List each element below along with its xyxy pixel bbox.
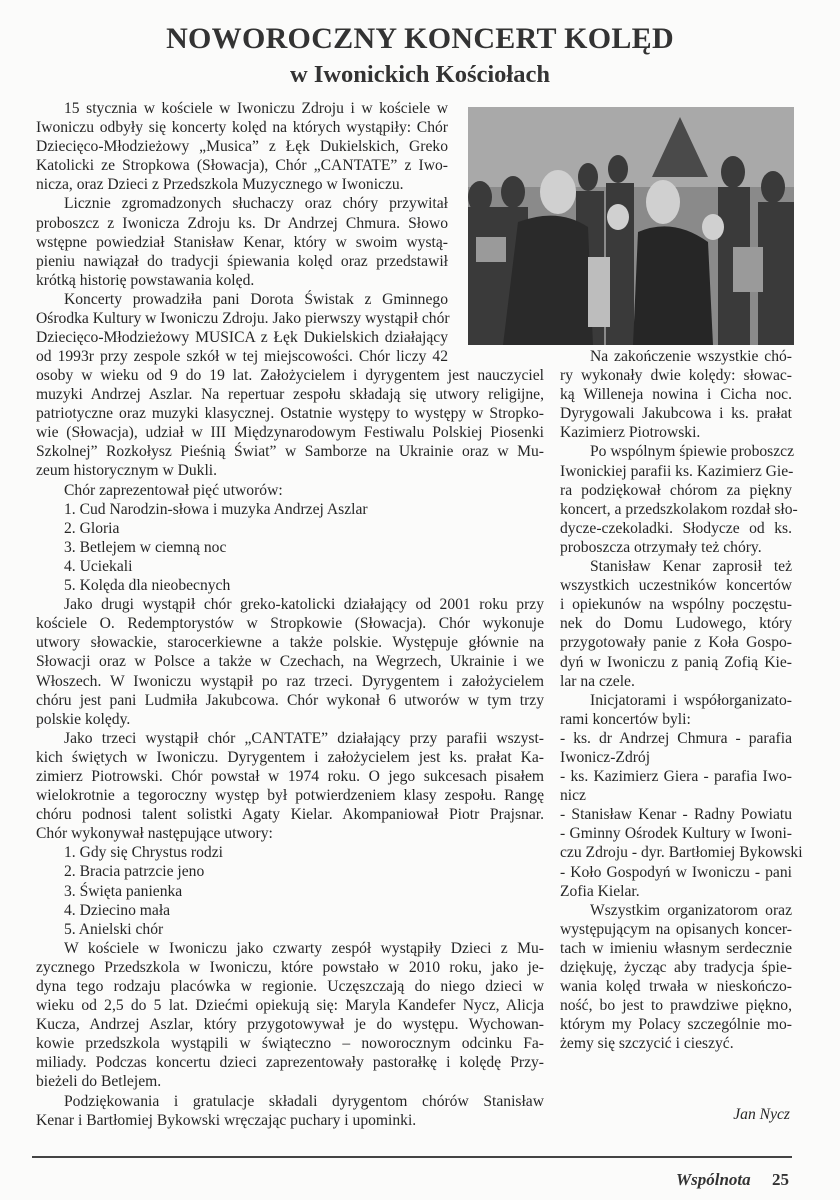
text-line: kościele O. Redemptorystów w Stropkowie (Słowacja). Chór wykonuje [36, 615, 544, 633]
text-line: osoby w wieku od 9 do 19 lat. Założycielem i dyrygentem jest nauczyciel [36, 367, 544, 384]
list-item: 2. Bracia patrzcie jeno [64, 863, 205, 881]
text-line: ra podziękował chórom za piękny [560, 481, 792, 499]
text-line: i opiekunów na wspólny poczęstu- [560, 596, 792, 614]
text-line: Dziecięco-Młodzieżowy „Musica” z Łęk Dukielskich, Greko [36, 138, 448, 156]
text-line: Podziękowania i gratulacje składali dyrygentom chórów Stanisław [64, 1092, 544, 1110]
text-line: zycznego Przedszkola w Iwoniczu, które powstało w 2010 roku, jako je- [36, 958, 544, 976]
publication-name: Wspólnota [676, 1170, 751, 1189]
text-line: Stanisław Kenar zaprosił też [590, 558, 792, 576]
list-item: 1. Gdy się Chrystus rodzi [64, 844, 223, 862]
left-column-lower [36, 366, 544, 1130]
list-item: 4. Dziecino mała [64, 901, 171, 919]
text-line: ność, bo jest to prawdziwe piękno, [560, 997, 792, 1015]
text-line: Kazimierz Piotrowski. [560, 424, 701, 442]
right-column [560, 347, 803, 1053]
text-line: rami koncertów byli: [560, 710, 691, 728]
text-line: ry wykonały dwie kolędy: słowac- [560, 367, 792, 385]
list-item: 4. Uciekali [64, 557, 133, 575]
list-item: nicz [560, 787, 586, 805]
text-line: wszystkich uczestników koncertów [560, 577, 792, 595]
text-line: Dziecięco-Młodzieżowy MUSICA z Łęk Dukielskich działający [36, 329, 448, 347]
text-line: dyń w Iwoniczu z panią Zofią Kie- [560, 653, 792, 671]
text-line: Jako drugi wystąpił chór greko-katolicki działający od 2001 roku przy [64, 596, 544, 614]
text-line: dycze-czekoladki. Słodycze od ks. [560, 519, 792, 537]
list-item: 2. Gloria [64, 519, 120, 537]
text-line: tach w imieniu własnym serdecznie [560, 939, 792, 957]
text-line: utwory słowackie, starocerkiewne a także polskie. Występuje głównie na [36, 634, 544, 652]
text-line: nek do Domu Ludowego, który [560, 615, 792, 633]
text-line: Katolicki ze Stropkowa (Słowacja), Chór „CANTATE” z Iwo- [36, 157, 448, 175]
text-line: Jako trzeci wystąpił chór „CANTATE” działający przy parafii wszyst- [64, 729, 544, 747]
text-line: ką Willeneja nowina i Cicha noc. [560, 386, 792, 404]
text-line: muzyki Andrzej Aszlar. Na repertuar zespołu składają się utwory religijne, [36, 386, 544, 404]
list-item: - ks. dr Andrzej Chmura - parafia [560, 729, 792, 747]
text-line: nicza, oraz Dzieci z Przedszkola Muzycznego w Iwoniczu. [36, 176, 404, 194]
text-line: Włoszech. W Iwoniczu wystąpił po raz trzeci. Dyrygentem i założycielem [36, 672, 544, 690]
list-item: Zofia Kielar. [560, 882, 640, 900]
text-line: wieku od 2,5 do 5 lat. Dziećmi opiekują się: Maryla Kandefer Nycz, Alicja [36, 997, 544, 1015]
text-line: Wszystkim organizatorom oraz [590, 901, 792, 919]
article-photo [468, 107, 794, 345]
text-line: Szkolnej” Rozkołysz Pieśnią Świat” w Samborze na Ukrainie oraz w Mu- [36, 443, 544, 461]
list-item: - ks. Kazimierz Giera - parafia Iwo- [560, 768, 792, 786]
text-line: polskie kolędy. [36, 710, 131, 728]
photo-illustration [468, 107, 794, 345]
text-line: 15 stycznia w kościele w Iwoniczu Zdroju i w kościele w [64, 100, 448, 117]
text-line: pieniu nawiązał do tradycji śpiewania kolęd oraz przedstawił [36, 252, 448, 270]
text-line: patriotyczne oraz muzyki klasycznej. Ostatnie występy to występy w Stropko- [36, 405, 544, 423]
text-line: W kościele w Iwoniczu jako czwarty zespół wystąpiły Dzieci z Mu- [64, 939, 544, 957]
list-item: - Stanisław Kenar - Radny Powiatu [560, 806, 792, 824]
left-column-upper [36, 99, 448, 366]
text-line: występującym na opisanych koncer- [560, 920, 792, 938]
list-item: 5. Kolęda dla nieobecnych [64, 577, 231, 595]
text-line: Iwoniczu odbyły się koncerty kolęd na których wystąpiły: Chór [36, 119, 448, 137]
text-line: Chór wykonywał następujące utwory: [36, 825, 273, 843]
text-line: Iwonickiej parafii ks. Kazimierz Gie- [560, 462, 794, 480]
text-line: kowie przedszkola wystąpili w świąteczno – noworocznym odcinku Fa- [36, 1035, 544, 1053]
text-line: którym my Polacy szczególnie mo- [560, 1016, 792, 1034]
list-item: Iwonicz-Zdrój [560, 748, 651, 766]
text-line: od 1993r przy zespole szkół w tej miejscowości. Chór liczy 42 [36, 348, 448, 366]
text-line: żemy się szczycić i cieszyć. [560, 1035, 734, 1053]
text-line: Kenar i Bartłomiej Bykowski wręczając puchary i upominki. [36, 1111, 417, 1129]
text-line: Licznie zgromadzonych słuchaczy oraz chóry przywitał [64, 195, 448, 213]
article-title: NOWOROCZNY KONCERT KOLĘD [166, 22, 674, 55]
article-subtitle: w Iwonickich Kościołach [290, 61, 550, 88]
text-line: Kucza, Andrzej Aszlar, który przygotowywał je do występu. Wychowan- [36, 1016, 544, 1034]
text-line: Po wspólnym śpiewie proboszcz [590, 443, 794, 461]
author-signature: Jan Nycz [733, 1106, 790, 1123]
text-line: Dyrygowali Jakubcowa i ks. prałat [560, 405, 792, 423]
text-line: miliady. Podczas koncertu dzieci zaprezentowały pastorałkę i kolędę Przy- [36, 1054, 544, 1072]
list-item: czu Zdroju - dyr. Bartłomiej Bykowski [560, 844, 803, 862]
text-line: chóru jest pani Ludmiła Jakubcowa. Chór wykonał 6 utworów w tym trzy [36, 691, 544, 709]
text-line: Słowacji oraz w Polsce a także w Czechach, na Wegrzech, Ukrainie i we [36, 653, 544, 671]
text-line: dyna tego rodzaju placówka w regionie. Uczęszczają do niego dzieci w [36, 978, 544, 995]
text-line: krótką historię powstawania kolęd. [36, 271, 255, 289]
list-item: 5. Anielski chór [64, 920, 164, 938]
list-item: - Gminny Ośrodek Kultury w Iwoni- [560, 825, 792, 843]
text-line: zeum historycznym w Dukli. [36, 462, 218, 480]
list-item: - Koło Gospodyń w Iwoniczu - pani [560, 863, 792, 881]
text-line: przygotowały panie z Koła Gospo- [560, 634, 792, 652]
text-line: koncert, a przedszkolakom rozdał sło- [560, 500, 798, 518]
text-line: wielokrotnie a tegoroczny występ był potwierdzeniem klasy zespołu. Rangę [36, 787, 544, 805]
text-line: lar na czele. [560, 672, 635, 690]
text-line: Chór zaprezentował pięć utworów: [64, 481, 283, 499]
footer-divider [32, 1156, 792, 1158]
text-line: Ośrodka Kultury w Iwoniczu Zdroju. Jako pierwszy wystąpił chór [36, 310, 450, 328]
text-line: kich świętych w Iwoniczu. Dyrygentem i założycielem jest ks. prałat Ka- [36, 748, 544, 766]
list-item: 1. Cud Narodzin-słowa i muzyka Andrzej Aszlar [64, 500, 368, 518]
text-line: wania kolęd trwała w nieskończo- [560, 978, 792, 996]
text-line: Inicjatorami i współorganizato- [590, 691, 792, 709]
text-line: Koncerty prowadziła pani Dorota Świstak z Gminnego [64, 290, 448, 308]
text-line: dziękuję, życząc aby tradycja śpie- [560, 959, 792, 976]
text-line: Na zakończenie wszystkie chó- [590, 348, 792, 365]
list-item: 3. Betlejem w ciemną noc [64, 538, 227, 556]
text-line: wie (Słowacja), udział w III Międzynarodowym Festiwalu Polskiej Piosenki [36, 424, 544, 442]
text-line: chóru podnosi talent solistki Agaty Kielar. Akompaniował Piotr Prajsnar. [36, 806, 544, 824]
text-line: proboszcza otrzymały też chóry. [560, 538, 762, 556]
text-line: wstępne powiedział Stanisław Kenar, który w swoim wystą- [36, 233, 448, 251]
text-line: zimierz Piotrowski. Chór powstał w 1974 roku. O jego sukcesach pisałem [36, 767, 544, 785]
list-item: 3. Święta panienka [64, 882, 183, 900]
page-number: 25 [772, 1170, 789, 1189]
text-line: bieżeli do Betlejem. [36, 1073, 162, 1091]
text-line: proboszcz z Iwonicza Zdroju ks. Dr Andrzej Chmura. Słowo [36, 214, 448, 232]
